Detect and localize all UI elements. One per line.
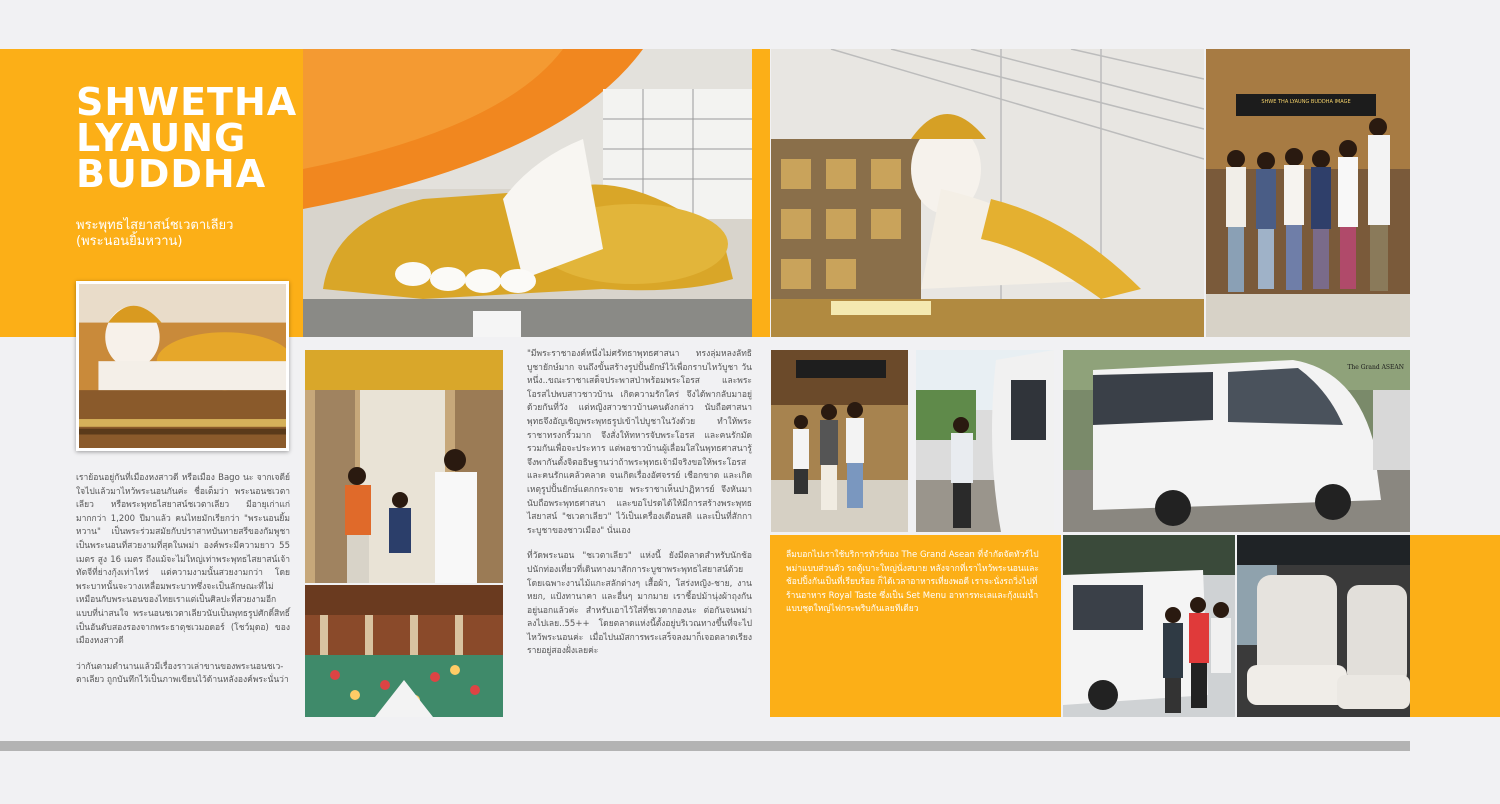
article-paragraph-4: ที่วัดพระนอน "ชเวตาเลียว" แห่งนี้ ยังมีตลาดสำหรับนักช้อปนักท่องเที่ยวที่เดินทางมาสักการะบูชาพระพุทธไสยาสน์ด้วย โดยเฉพาะงานไม้แกะสลักต่างๆ เสื้อผ้า, โสร่งหญิง-ชาย, งานหยก, แป้งทานาคา และอื่นๆ มากมาย เราชี้อปม้านุ่งผ้าถุงกันอยู่นอกแล้วค่ะ สำหรับเอาไว้ใส่ที่ชเวดากองนะ ต่อกันจนพม่าลงไปเลย..55++ โดยตลาดแห่งนี้ตั้งอยู่บริเวณทางขึ้นที่จะไปไหว้พระนอนค่ะ เมื่อไปนมัสการพระเสร็จลงมาก็เจอตลาดเรียงรายอยู่สองฝั่งเลยค่ะ — [527, 551, 752, 657]
page-subtitle: พระพุทธไสยาสน์ชเวตาเลียว (พระนอนยิ้มหวาน) — [76, 218, 234, 249]
man-boarding-van-photo — [916, 350, 1054, 532]
van-seats-photo — [1237, 535, 1410, 717]
header-orange-band-right — [752, 49, 770, 337]
article-text-column-1 — [76, 472, 290, 700]
women-at-temple-photo — [771, 350, 908, 532]
footer-gray-bar — [0, 741, 1410, 751]
temple-sign-text: SHWE THA LYAUNG BUDDHA IMAGE — [1261, 99, 1351, 105]
reclining-buddha-thumbnail — [76, 281, 289, 451]
page-title: SHWETHA LYAUNG BUDDHA — [76, 80, 298, 196]
watermark-text: The Grand ASEAN — [1347, 364, 1404, 371]
temple-corridor-photo — [305, 350, 503, 583]
reclining-buddha-side-photo — [771, 49, 1204, 337]
info-box-text: ลืมบอกไปเราใช้บริการทัวร์ของ The Grand Asean ที่จำกัดจัดทัวร์ไปพม่าแบบส่วนตัว รถตู้เบาะใหญ่นั่งสบาย หลังจากที่เราไหว้พระนอนและช้อปปิ้งกันเป็นที่เรียบร้อย ก็ได้เวลาอาหารเที่ยงพอดี เราจะนั่งรถวิ่งไปที่ร้านอาหาร Royal Taste ซึ่งเป็น Set Menu อาหารทะเลและกุ้งแม่น้ำแบบชุดใหญ่ไฟกระพริบกันเลยทีเดียว — [786, 550, 1039, 615]
white-van-photo — [1063, 350, 1410, 532]
right-edge-strip — [1410, 535, 1500, 717]
buddha-feet-photo — [303, 49, 752, 337]
article-text-column-2 — [527, 348, 752, 671]
temple-market-photo — [305, 585, 503, 717]
van-passengers-photo — [1063, 535, 1235, 717]
group-photo-temple-sign — [1206, 49, 1410, 337]
article-paragraph-3: "มีพระราชาองค์หนึ่งไม่ศรัทธาพุทธศาสนา ทรงลุ่มหลงลัทธิบูชายักษ์มาก จนถึงขั้นสร้างรูปปั้นยักษ์ไว้เพื่อกราบไหว้บูชา วันหนึ่ง..ขณะราชาเสด็จประพาสป่าพร้อมพระโอรส และพระโอรสไปพบสาวชาวบ้าน เกิดความรักใคร่ จึงได้พากลับมาอยู่ด้วยกันที่วัง แต่หญิงสาวชาวบ้านคนดังกล่าว นับถือศาสนาพุทธจึงอัญเชิญพระพุทธรูปเข้าไปบูชาในวังด้วย ทำให้พระราชาทรงกริ้วมาก จึงสั่งให้ทหารจับพระโอรส และคนรักมัดรวมกันเพื่อจะประหาร แต่พอชาวบ้านผู้เลื่อมใสในพุทธศาสนารู้ จึงพากันตั้งจิตอธิษฐานว่าถ้าพระพุทธเจ้ามีจริงขอให้พระโอรสและคนรักแคล้วคลาด จนเกิดเรื่องอัศจรรย์ เชือกขาด และเกิดเหตุรูปปั้นยักษ์แตกกระจาย พระราชาเห็นปาฏิหารย์ จึงหันมานับถือพระพุทธศาสนา และขอโปรดได้ให้มีการสร้างพระพุทธไสยาสน์ "ชเวตาเลียว" ไว้เป็นเครื่องเตือนสติ และเป็นที่สักการะบูชาของชาวเมือง" นั่นเอง — [527, 349, 752, 536]
article-paragraph-1: เราย้อนอยู่กันที่เมืองหงสาวดี หรือเมือง Bago นะ จากเจดีย์ใจไปแล้วมาไหว้พระนอนกันค่ะ ชื่อเต็มว่า พระนอนชเวตาเลียว หรือพระพุทธไสยาสน์ชเวตาเลียว มีอายุเก่าแก่มากกว่า 1,200 ปีมาแล้ว คนไทยมักเรียกว่า "พระนอนยิ้มหวาน" เป็นพระร่วมสมัยกับปราสาทบันทายสรีของกัมพูชา เป็นพระนอนที่สวยงามที่สุดในพม่า องค์พระมีความยาว 55 เมตร สูง 16 เมตร ถึงแม้จะไม่ใหญ่เท่าพระพุทธไสยาสน์เจ้าทัตจีที่ย่างกุ้งเท่าไหร่ แต่ความงามนั้นสวยงามกว่า โดยพระบาทนั้นจะวางเหลื่อมพระบาทซึ่งจะเป็นลักษณะที่ไม่เหมือนกับพระนอนของไทยเราแต่เป็นศิลปะที่สวยงามอีกแบบที่น่าสนใจ พระนอนชเวตาเลียวนับเป็นพุทธรูปศักดิ์สิทธิ์ เป็นอันดับสองรองจากพระธาตุชเวมอดอร์ (โชว์มุดอ) ของเมืองหงสาวดี — [76, 473, 290, 647]
article-paragraph-2: ว่ากันตามตำนานแล้วมีเรื่องราวเล่าขานของพระนอนชเว-ตาเลียว ถูกบันทึกไว้เป็นภาพเขียนไว้ด้านหลังองค์พระนั่นว่า — [76, 661, 289, 686]
